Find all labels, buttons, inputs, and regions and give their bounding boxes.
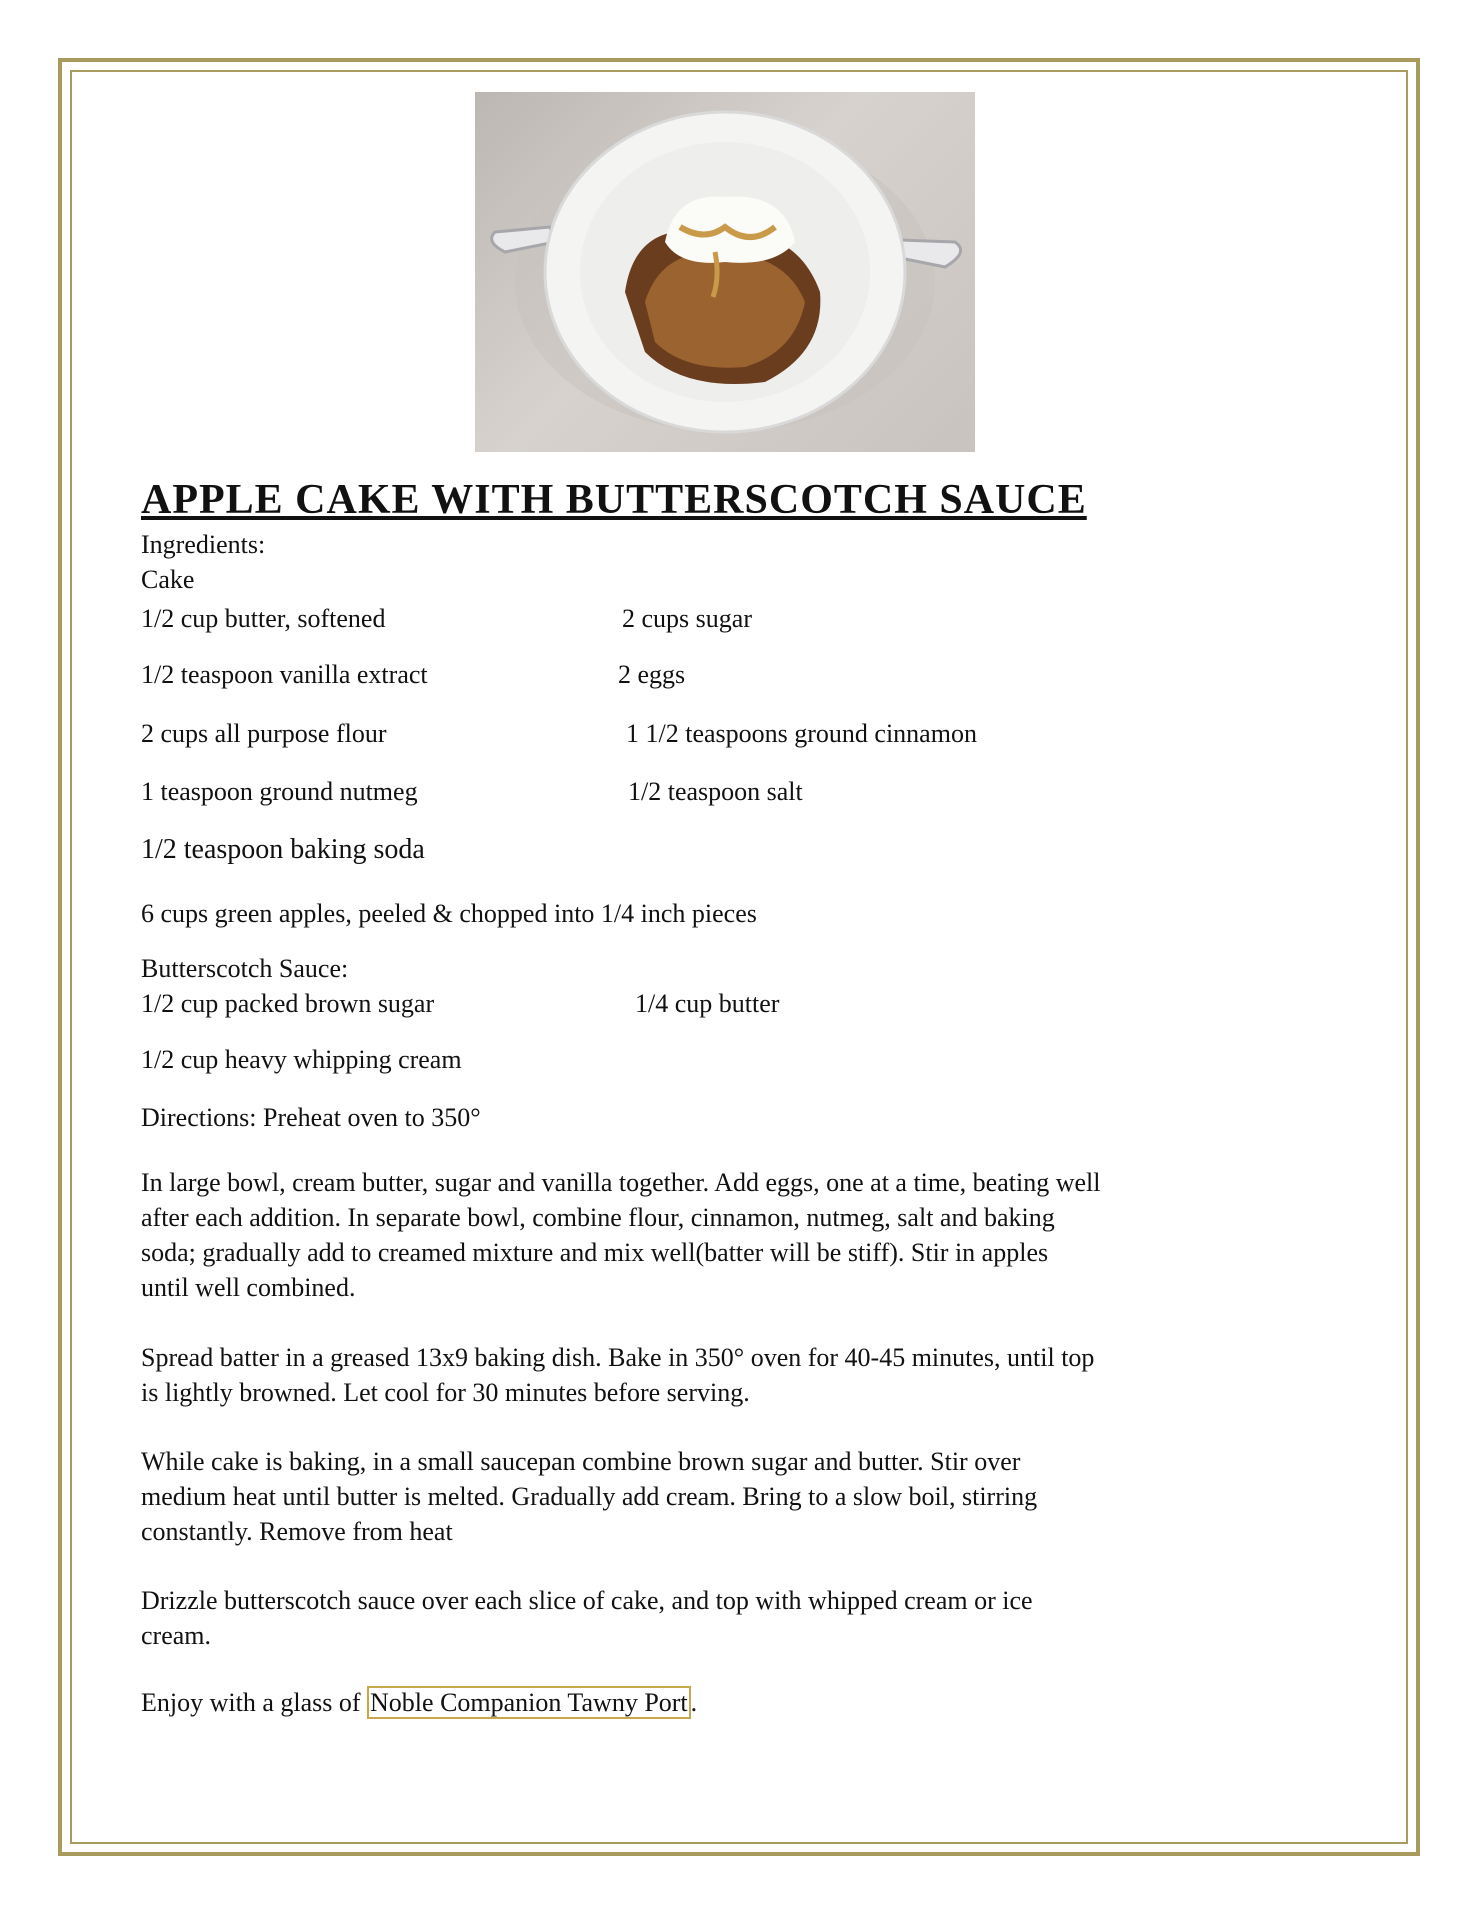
port-wine-link[interactable]: Noble Companion Tawny Port [367,1686,691,1719]
ingredient-apples: 6 cups green apples, peeled & chopped into 1/4 inch pieces [141,899,757,928]
ingredient-right: 1/2 teaspoon salt [628,777,803,806]
direction-step: While cake is baking, in a small saucepan combine brown sugar and butter. Stir over medium heat until butter is melted. Gradually add cream. Bring to a slow boil, stirring constantly. Remove from heat [141,1447,1038,1546]
direction-step: In large bowl, cream butter, sugar and vanilla together. Add eggs, one at a time, beating well after each addition. In separate bowl, combine flour, cinnamon, nutmeg, salt and baking soda; gradually add to creamed mixture and mix well(batter will be stiff). Stir in apples until well combined. [141,1168,1101,1302]
ingredient-baking-soda: 1/2 teaspoon baking soda [141,834,425,865]
ingredients-heading: Ingredients: [141,530,266,559]
enjoy-prefix: Enjoy with a glass of [141,1688,368,1717]
direction-step: Drizzle butterscotch sauce over each slice of cake, and top with whipped cream or ice cream. [141,1586,1033,1650]
cake-bowl-image [475,92,975,452]
recipe-photo [475,92,975,452]
ingredient-right: 2 cups sugar [622,604,752,633]
recipe-title: APPLE CAKE WITH BUTTERSCOTCH SAUCE [141,477,1087,523]
ingredient-left: 1 teaspoon ground nutmeg [141,777,418,806]
enjoy-suffix: . [690,1688,698,1717]
direction-step: Spread batter in a greased 13x9 baking dish. Bake in 350° oven for 40-45 minutes, until top is lightly browned. Let cool for 30 minutes before serving. [141,1343,1095,1407]
ingredient-left: 1/2 teaspoon vanilla extract [141,660,428,689]
sauce-ingredient-left: 1/2 cup packed brown sugar [141,989,435,1018]
ingredient-right: 1 1/2 teaspoons ground cinnamon [626,719,977,748]
ingredient-left: 1/2 cup butter, softened [141,604,386,633]
directions-heading: Directions: Preheat oven to 350° [141,1103,481,1132]
ingredient-left: 2 cups all purpose flour [141,719,387,748]
sauce-heading: Butterscotch Sauce: [141,954,349,983]
ingredient-right: 2 eggs [618,660,686,689]
cake-heading: Cake [141,565,195,594]
sauce-ingredient-cream: 1/2 cup heavy whipping cream [141,1045,462,1074]
sauce-ingredient-right: 1/4 cup butter [635,989,780,1018]
enjoy-line [141,1686,697,1720]
